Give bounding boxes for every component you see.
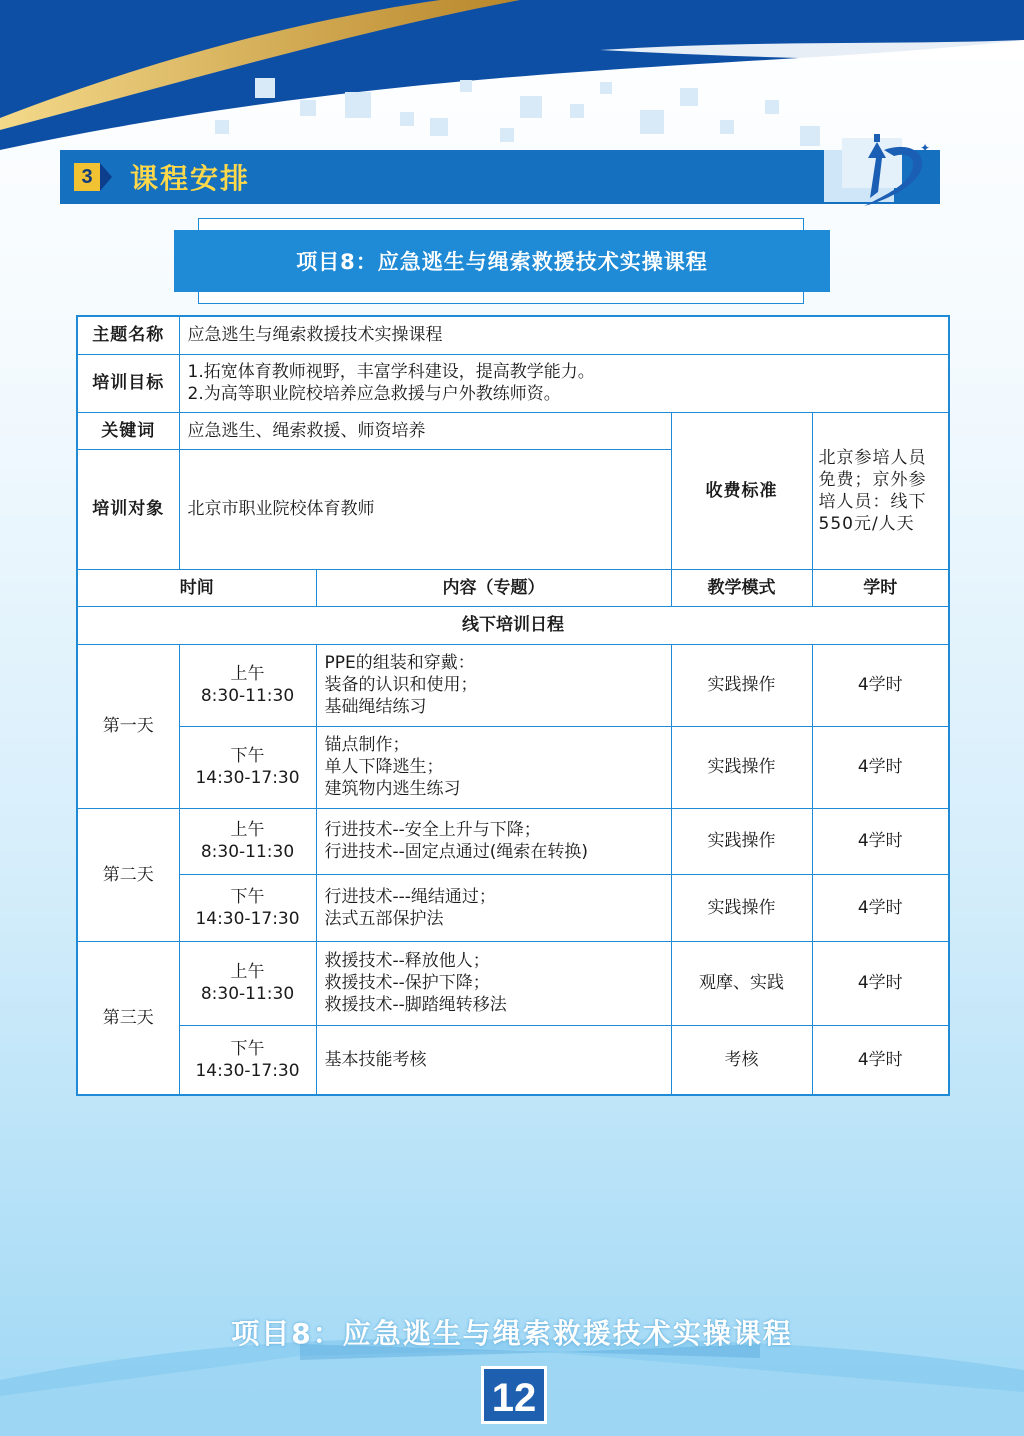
session-period: 上午 — [230, 820, 265, 840]
session-period: 下午 — [230, 886, 265, 907]
content-line: 单人下降逃生； — [324, 757, 444, 777]
session-hours-range: 14:30-17:30 — [195, 1060, 300, 1081]
section-title: 课程安排 — [130, 162, 251, 195]
table-row — [77, 412, 949, 449]
content-line: 救援技术--保护下降； — [324, 973, 490, 993]
day-label: 第二天 — [77, 808, 179, 941]
session-period: 上午 — [230, 664, 265, 684]
session-mode: 实践操作 — [671, 874, 812, 941]
session-period: 上午 — [230, 962, 265, 982]
session-content — [316, 644, 671, 726]
hours-header: 学时 — [812, 569, 949, 606]
keywords-label: 关键词 — [77, 412, 179, 449]
session-content — [316, 726, 671, 808]
goal-value — [179, 354, 949, 412]
session-content — [316, 808, 671, 874]
content-line: 基础绳结练习 — [324, 697, 427, 717]
session-period: 下午 — [230, 746, 265, 766]
topic-label: 主题名称 — [77, 316, 179, 354]
session-mode: 考核 — [671, 1025, 812, 1095]
session-time — [179, 644, 316, 726]
goal-line: 2.为高等职业院校培养应急救援与户外教练师资。 — [187, 384, 561, 404]
session-period: 下午 — [230, 1038, 265, 1059]
session-time — [179, 941, 316, 1025]
session-time — [179, 1025, 316, 1095]
table-row — [77, 726, 949, 808]
table-row — [77, 644, 949, 726]
content-line: PPE的组装和穿戴： — [324, 653, 475, 673]
table-row — [77, 1025, 949, 1095]
session-hours: 4学时 — [812, 644, 949, 726]
session-mode: 实践操作 — [671, 808, 812, 874]
session-hours-range: 8:30-11:30 — [200, 686, 295, 706]
day-label: 第一天 — [77, 644, 179, 808]
session-time — [179, 808, 316, 874]
schedule-title-row — [77, 606, 949, 644]
session-hours-range: 14:30-17:30 — [195, 768, 300, 788]
day-label: 第三天 — [77, 941, 179, 1095]
section-header — [60, 150, 940, 204]
session-content — [316, 941, 671, 1025]
footer-title: 项目8：应急逃生与绳索救援技术实操课程 — [231, 1317, 793, 1350]
mode-header: 教学模式 — [671, 569, 812, 606]
content-header: 内容（专题） — [316, 569, 671, 606]
goal-line: 1.拓宽体育教师视野，丰富学科建设，提高教学能力。 — [187, 362, 595, 382]
project-title: 项目8：应急逃生与绳索救援技术实操课程 — [174, 230, 830, 292]
session-time — [179, 726, 316, 808]
content-line: 法式五部保护法 — [324, 908, 444, 929]
table-row — [77, 808, 949, 874]
session-hours: 4学时 — [812, 808, 949, 874]
keywords-value: 应急逃生、绳索救援、师资培养 — [179, 412, 671, 449]
session-mode: 实践操作 — [671, 644, 812, 726]
audience-label: 培训对象 — [77, 449, 179, 569]
goal-label: 培训目标 — [77, 354, 179, 412]
session-hours: 4学时 — [812, 1025, 949, 1095]
session-hours-range: 8:30-11:30 — [200, 842, 295, 862]
session-hours-range: 14:30-17:30 — [195, 908, 300, 929]
table-row — [77, 354, 949, 412]
table-row — [77, 316, 949, 354]
page-number: 12 — [481, 1366, 547, 1424]
session-mode: 观摩、实践 — [671, 941, 812, 1025]
schedule-title: 线下培训日程 — [77, 606, 949, 644]
section-number: 3 — [74, 163, 100, 191]
content-line: 基本技能考核 — [324, 1049, 427, 1070]
audience-value: 北京市职业院校体育教师 — [179, 449, 671, 569]
session-hours-range: 8:30-11:30 — [200, 984, 295, 1004]
session-hours: 4学时 — [812, 874, 949, 941]
topic-value: 应急逃生与绳索救援技术实操课程 — [179, 316, 949, 354]
content-line: 锚点制作； — [324, 735, 410, 755]
fee-label: 收费标准 — [671, 412, 812, 569]
svg-text:✦: ✦ — [920, 141, 931, 155]
content-line: 救援技术--脚踏绳转移法 — [324, 995, 507, 1015]
course-table — [76, 315, 950, 1096]
content-line: 装备的认识和使用； — [324, 675, 478, 695]
session-hours: 4学时 — [812, 726, 949, 808]
time-header: 时间 — [77, 569, 316, 606]
content-line: 行进技术---绳结通过； — [324, 886, 496, 907]
fee-value: 北京参培人员免费；京外参培人员：线下550元/人天 — [812, 412, 949, 569]
section-number-badge — [74, 157, 118, 197]
schedule-header-row — [77, 569, 949, 606]
content-line: 行进技术--固定点通过(绳索在转换) — [324, 842, 589, 862]
session-time — [179, 874, 316, 941]
session-mode: 实践操作 — [671, 726, 812, 808]
session-hours: 4学时 — [812, 941, 949, 1025]
session-content — [316, 1025, 671, 1095]
content-line: 救援技术--释放他人； — [324, 951, 490, 971]
arrow-icon — [100, 163, 112, 191]
content-line: 建筑物内逃生练习 — [324, 779, 461, 799]
logo-icon — [824, 128, 934, 218]
table-row — [77, 874, 949, 941]
content-line: 行进技术--安全上升与下降； — [324, 820, 541, 840]
session-content — [316, 874, 671, 941]
table-row — [77, 941, 949, 1025]
